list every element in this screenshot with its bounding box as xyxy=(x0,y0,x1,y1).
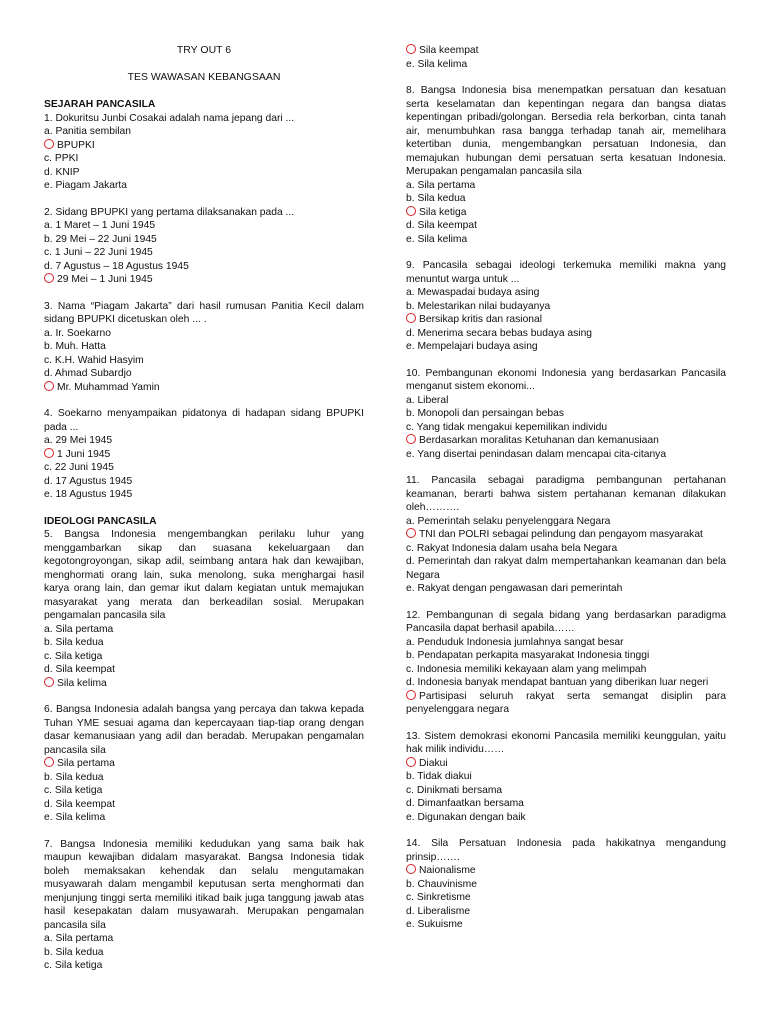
question-9 xyxy=(406,259,726,354)
right-column xyxy=(406,44,726,932)
option-label: Naionalisme xyxy=(419,865,476,876)
option: b. Chauvinisme xyxy=(406,878,477,890)
answer-circle-icon xyxy=(406,206,416,216)
question-text: 3. Nama “Piagam Jakarta” dari hasil rumusan Panitia Kecil dalam sidang BPUPKI dicetuskan oleh ... . xyxy=(44,300,364,325)
option-label: 1 Juni 1945 xyxy=(57,448,111,460)
option-label: TNI dan POLRI sebagai pelindung dan pengayom masyarakat xyxy=(419,529,703,540)
option-marked xyxy=(44,139,364,153)
option: e. Digunakan dengan baik xyxy=(406,811,526,823)
option: a. Panitia sembilan xyxy=(44,126,132,137)
option: e. Yang disertai penindasan dalam mencapai cita-citanya xyxy=(406,448,667,460)
question-text: 6. Bangsa Indonesia adalah bangsa yang percaya dan takwa kepada Tuhan YME sesuai agama dan kepercayaan tiap-tiap orang dengan dasar kemanusiaan yang adil dan beradab. Merupakan pengamalan pancasila sila xyxy=(44,704,364,756)
option-marked xyxy=(406,434,726,448)
option-marked xyxy=(44,448,364,462)
option: d. Dimanfaatkan bersama xyxy=(406,798,524,809)
option: e. Rakyat dengan pengawasan dari pemerintah xyxy=(406,583,623,594)
option-label: 29 Mei – 1 Juni 1945 xyxy=(57,274,153,285)
option: e. Sila kelima xyxy=(44,812,106,823)
question-text: 5. Bangsa Indonesia mengembangkan perilaku luhur yang menggambarkan sikap dan suasana kekeluargaan dan kegotongroyongan, sikap adil, seimbang antara hak dan kewajiban, menghormati orang lain, suka menolong, suka menghargai hasil karya orang lain, dan gemar ikut dalam kegiatan untuk memajukan masyarakat yang merata dan berkeadilan sosial. Merupakan pengamalan pancasila sila xyxy=(44,529,364,621)
option-label: Mr. Muhammad Yamin xyxy=(57,381,160,393)
option: c. Sila ketiga xyxy=(44,785,103,796)
question-text: 13. Sistem demokrasi ekonomi Pancasila memiliki keunggulan, yaitu hak milik individu…… xyxy=(406,730,726,755)
question-6 xyxy=(44,703,364,825)
answer-circle-icon xyxy=(44,757,54,767)
option: c. Indonesia memiliki kekayaan alam yang melimpah xyxy=(406,663,647,675)
option: d. Pemerintah dan rakyat dalm mempertahankan keamanan dan bela Negara xyxy=(406,556,726,581)
option-marked xyxy=(44,381,364,395)
option-marked xyxy=(44,757,364,771)
doc-subtitle: TES WAWASAN KEBANGSAAN xyxy=(127,71,281,83)
option: a. Liberal xyxy=(406,394,449,406)
option: d. Liberalisme xyxy=(406,905,471,917)
option: a. 1 Maret – 1 Juni 1945 xyxy=(44,220,156,231)
option: a. Sila pertama xyxy=(44,623,114,635)
option: e. 18 Agustus 1945 xyxy=(44,489,133,500)
answer-circle-icon xyxy=(44,448,54,458)
left-column xyxy=(44,44,364,973)
section-ideologi: IDEOLOGI PANCASILA xyxy=(44,515,157,527)
question-text: 11. Pancasila sebagai paradigma pembangunan pertahanan keamanan, berarti bahwa sistem pertahanan kemanan dilakukan oleh………. xyxy=(406,475,726,513)
question-8 xyxy=(406,84,726,246)
option: c. 22 Juni 1945 xyxy=(44,462,114,473)
option-label: Partisipasi seluruh rakyat serta semangat disiplin para penyelenggara negara xyxy=(406,690,726,715)
option: b. 29 Mei – 22 Juni 1945 xyxy=(44,233,157,245)
option-label: Sila kelima xyxy=(57,677,107,689)
option-marked xyxy=(44,677,364,691)
option: a. Ir. Soekarno xyxy=(44,327,111,339)
question-text: 7. Bangsa Indonesia memiliki kedudukan yang sama baik hak maupun kewajiban didalam masyarakat. Bangsa Indonesia tidak boleh memaksakan kehendak dan selalu mengutamakan musyawarah dalam mengambil keputusan serta menghormati dan menjunjung tinggi serta memiliki itikad baik juga tanggung jawab atas hasil kesepakatan dalam musyawarah. Merupakan pengamalan pancasila sila xyxy=(44,838,364,931)
option: a. Sila pertama xyxy=(406,179,476,191)
option-label: Sila pertama xyxy=(57,758,115,769)
option: c. Rakyat Indonesia dalam usaha bela Negara xyxy=(406,542,618,554)
option: b. Sila kedua xyxy=(406,193,466,204)
option: d. Indonesia banyak mendapat bantuan yang diberikan luar negeri xyxy=(406,677,709,688)
question-text: 10. Pembangunan ekonomi Indonesia yang berdasarkan Pancasila menganut sistem ekonomi... xyxy=(406,367,726,392)
answer-circle-icon xyxy=(406,528,416,538)
answer-circle-icon xyxy=(44,139,54,149)
option: c. 1 Juni – 22 Juni 1945 xyxy=(44,247,153,258)
question-7-continued xyxy=(406,44,726,71)
option: b. Sila kedua xyxy=(44,946,104,958)
question-2 xyxy=(44,206,364,287)
option: c. Yang tidak mengakui kepemilikan individu xyxy=(406,421,608,433)
answer-circle-icon xyxy=(406,690,416,700)
option: e. Sila kelima xyxy=(406,58,468,70)
option: b. Muh. Hatta xyxy=(44,341,106,352)
answer-circle-icon xyxy=(406,44,416,54)
option: c. K.H. Wahid Hasyim xyxy=(44,354,144,366)
option: c. PPKI xyxy=(44,153,79,164)
option: e. Sukuisme xyxy=(406,919,463,930)
option: b. Pendapatan perkapita masyarakat Indonesia tinggi xyxy=(406,650,650,661)
option: e. Mempelajari budaya asing xyxy=(406,341,538,352)
option: d. Ahmad Subardjo xyxy=(44,368,132,379)
answer-circle-icon xyxy=(406,434,416,444)
option: a. Pemerintah selaku penyelenggara Negara xyxy=(406,515,611,527)
option: b. Sila kedua xyxy=(44,771,104,783)
option-marked xyxy=(406,206,726,220)
option: e. Sila kelima xyxy=(406,233,468,245)
question-14 xyxy=(406,837,726,932)
answer-circle-icon xyxy=(44,677,54,687)
option: d. 17 Agustus 1945 xyxy=(44,475,133,487)
question-text: 2. Sidang BPUPKI yang pertama dilaksanakan pada ... xyxy=(44,206,295,218)
question-7 xyxy=(44,838,364,973)
option-marked xyxy=(406,313,726,327)
option-marked xyxy=(406,864,726,878)
question-12 xyxy=(406,609,726,717)
option: d. Menerima secara bebas budaya asing xyxy=(406,327,593,339)
question-text: 9. Pancasila sebagai ideologi terkemuka memiliki makna yang menuntut warga untuk ... xyxy=(406,260,726,285)
answer-circle-icon xyxy=(44,273,54,283)
option: a. 29 Mei 1945 xyxy=(44,435,113,446)
question-text: 12. Pembangunan di segala bidang yang berdasarkan paradigma Pancasila dapat berhasil apabila…… xyxy=(406,609,726,634)
answer-circle-icon xyxy=(406,864,416,874)
option-label: Bersikap kritis dan rasional xyxy=(419,314,543,325)
option-label: Berdasarkan moralitas Ketuhanan dan kemanusiaan xyxy=(419,435,659,446)
option-label: Sila keempat xyxy=(419,45,479,56)
question-3 xyxy=(44,300,364,395)
option-label: Diakui xyxy=(419,757,448,769)
option: d. KNIP xyxy=(44,166,80,178)
option-marked xyxy=(44,273,364,287)
option: a. Mewaspadai budaya asing xyxy=(406,287,540,298)
question-13 xyxy=(406,730,726,825)
option: c. Dinikmati bersama xyxy=(406,784,503,796)
section-sejarah: SEJARAH PANCASILA xyxy=(44,99,156,110)
question-text: 14. Sila Persatuan Indonesia pada hakikatnya mengandung prinsip……. xyxy=(406,838,726,863)
option: d. 7 Agustus – 18 Agustus 1945 xyxy=(44,260,189,272)
option: d. Sila keempat xyxy=(44,798,115,810)
option: c. Sila ketiga xyxy=(44,960,103,971)
question-4 xyxy=(44,407,364,502)
option: b. Sila kedua xyxy=(44,637,104,648)
option: d. Sila keempat xyxy=(406,220,477,231)
option: c. Sila ketiga xyxy=(44,650,103,662)
option: b. Tidak diakui xyxy=(406,771,472,782)
question-text: 8. Bangsa Indonesia bisa menempatkan persatuan dan kesatuan serta keselamatan dan kepentingan negara dan bangsa diatas kepentingan pribadi/golongan. Bersedia rela berkorban, cinta tanah air, menumbuhkan rasa bangga terhadap tanah air, memelihara ketertiban dunia, mengembangkan persatuan Indonesia, dan memajukan hubungan demi persatuan serta kesatuan Indonesia. Merupakan pengamalan pancasila sila xyxy=(406,85,726,177)
option: c. Sinkretisme xyxy=(406,892,471,903)
answer-circle-icon xyxy=(44,381,54,391)
option: b. Monopoli dan persaingan bebas xyxy=(406,408,565,419)
option: b. Melestarikan nilai budayanya xyxy=(406,300,551,312)
option-marked xyxy=(406,44,726,58)
question-text: 1. Dokuritsu Junbi Cosakai adalah nama jepang dari ... xyxy=(44,112,295,124)
option: e. Piagam Jakarta xyxy=(44,180,127,191)
option-marked xyxy=(406,528,726,542)
answer-circle-icon xyxy=(406,313,416,323)
doc-title: TRY OUT 6 xyxy=(176,44,232,56)
question-1 xyxy=(44,112,364,193)
option-marked xyxy=(406,690,726,717)
option-marked xyxy=(406,757,726,771)
option: a. Penduduk Indonesia jumlahnya sangat besar xyxy=(406,636,624,648)
answer-circle-icon xyxy=(406,757,416,767)
question-text: 4. Soekarno menyampaikan pidatonya di hadapan sidang BPUPKI pada ... xyxy=(44,408,364,433)
question-11 xyxy=(406,474,726,596)
option-label: Sila ketiga xyxy=(419,206,467,218)
option: a. Sila pertama xyxy=(44,933,114,944)
question-10 xyxy=(406,367,726,462)
option: d. Sila keempat xyxy=(44,664,115,675)
option-label: BPUPKI xyxy=(57,139,95,151)
question-5 xyxy=(44,528,364,690)
